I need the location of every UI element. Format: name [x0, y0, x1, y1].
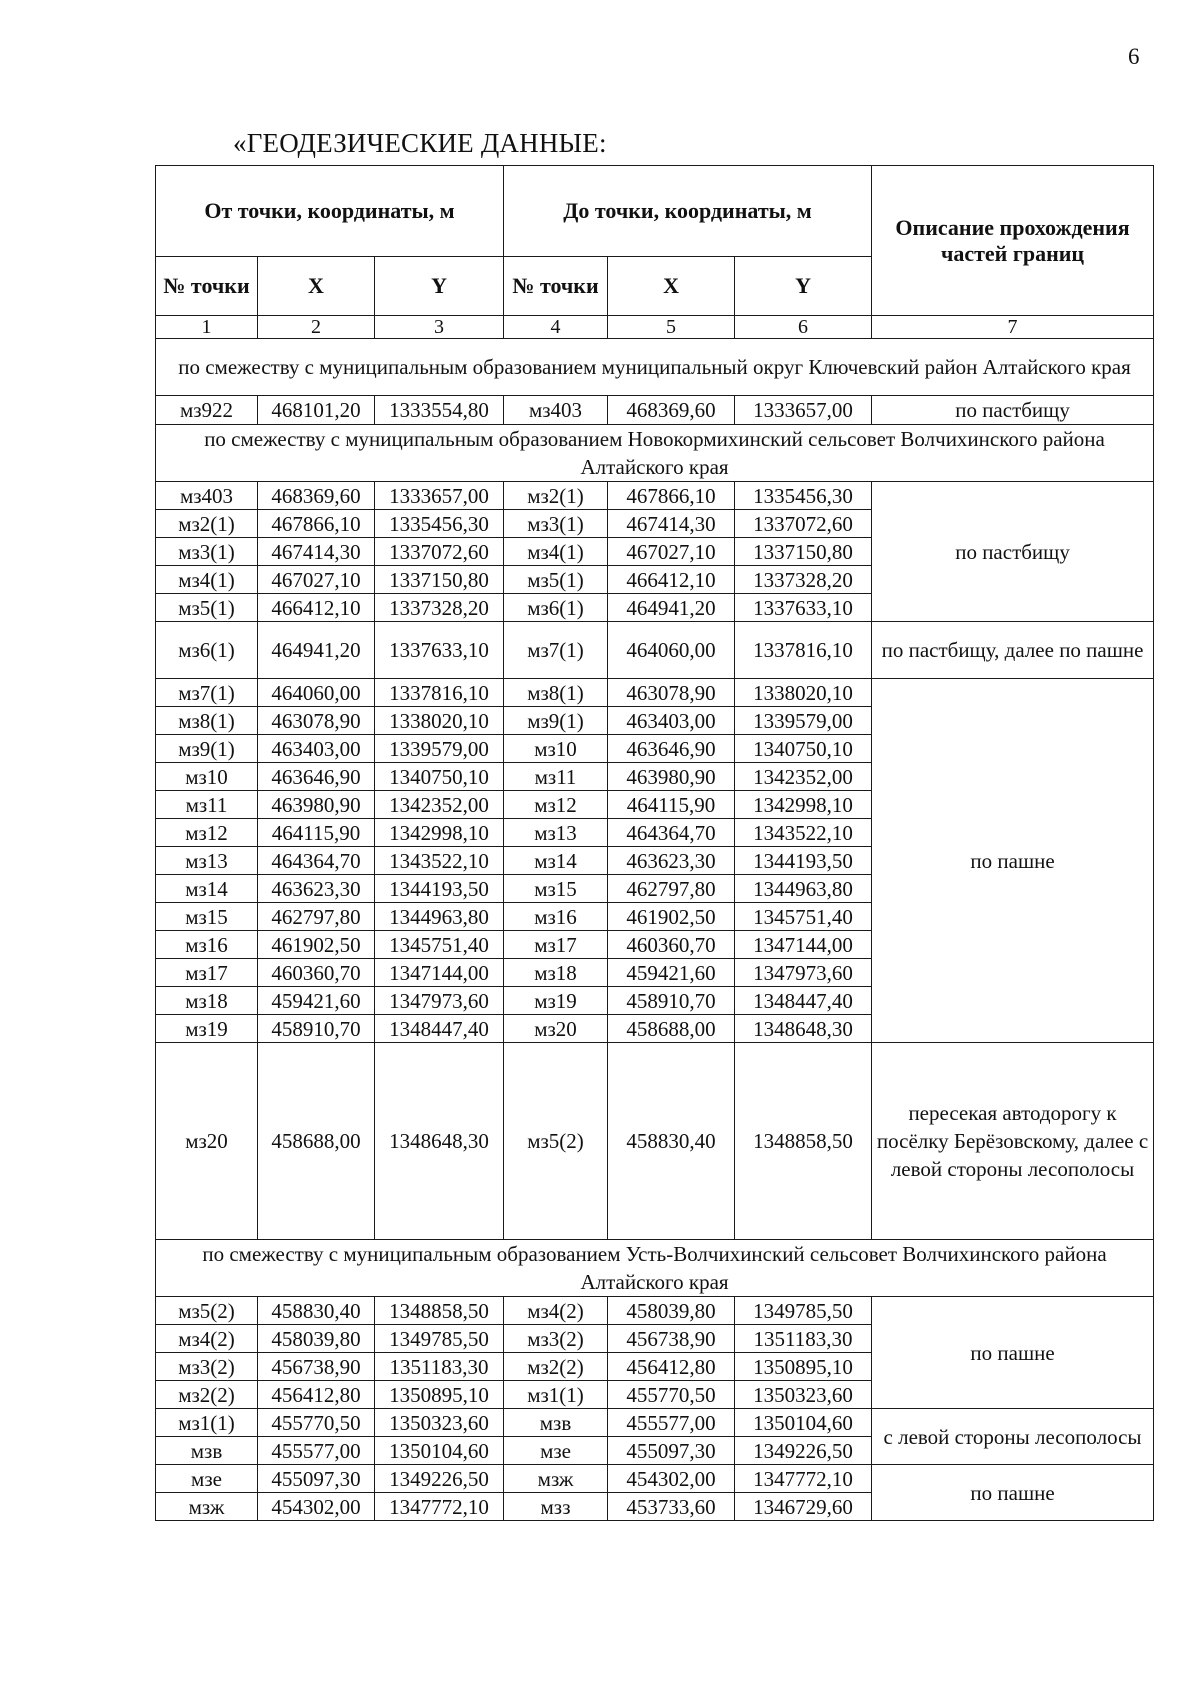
cell-from-x: 464115,90	[258, 819, 375, 847]
table-row	[156, 482, 1154, 510]
cell-from-y: 1337816,10	[375, 679, 504, 707]
column-numbers-row	[156, 316, 1154, 339]
cell-to-x: 464115,90	[608, 791, 735, 819]
header-to-y: Y	[735, 257, 872, 316]
cell-to-point: мз8(1)	[504, 679, 608, 707]
table-row	[156, 1043, 1154, 1240]
cell-from-y: 1348648,30	[375, 1043, 504, 1240]
header-to-point-no: № точки	[504, 257, 608, 316]
cell-to-point: мз17	[504, 931, 608, 959]
cell-from-point: мз9(1)	[156, 735, 258, 763]
cell-to-x: 463646,90	[608, 735, 735, 763]
cell-to-point: мз19	[504, 987, 608, 1015]
cell-description: по пастбищу	[872, 396, 1154, 425]
cell-from-y: 1337328,20	[375, 594, 504, 622]
cell-to-y: 1337072,60	[735, 510, 872, 538]
cell-from-y: 1349226,50	[375, 1465, 504, 1493]
header-description: Описание прохождения частей границ	[872, 166, 1154, 316]
cell-from-point: мз2(2)	[156, 1381, 258, 1409]
header-to-point: До точки, координаты, м	[504, 166, 872, 257]
cell-from-x: 463078,90	[258, 707, 375, 735]
page-number: 6	[1128, 44, 1140, 69]
cell-to-y: 1348648,30	[735, 1015, 872, 1043]
cell-from-point: мз403	[156, 482, 258, 510]
cell-to-point: мз16	[504, 903, 608, 931]
cell-to-y: 1339579,00	[735, 707, 872, 735]
cell-from-x: 467027,10	[258, 566, 375, 594]
cell-to-y: 1346729,60	[735, 1493, 872, 1521]
cell-from-x: 464364,70	[258, 847, 375, 875]
cell-from-y: 1350104,60	[375, 1437, 504, 1465]
cell-to-point: мз1(1)	[504, 1381, 608, 1409]
cell-from-x: 467414,30	[258, 538, 375, 566]
section-header-row	[156, 425, 1154, 482]
cell-to-y: 1347772,10	[735, 1465, 872, 1493]
cell-to-y: 1350104,60	[735, 1409, 872, 1437]
column-number: 2	[258, 316, 375, 339]
cell-from-point: мз3(1)	[156, 538, 258, 566]
cell-from-x: 458039,80	[258, 1325, 375, 1353]
cell-from-x: 468369,60	[258, 482, 375, 510]
cell-from-point: мз4(1)	[156, 566, 258, 594]
cell-to-y: 1343522,10	[735, 819, 872, 847]
cell-to-y: 1349226,50	[735, 1437, 872, 1465]
cell-from-y: 1350323,60	[375, 1409, 504, 1437]
cell-from-x: 456738,90	[258, 1353, 375, 1381]
cell-to-x: 459421,60	[608, 959, 735, 987]
column-number: 6	[735, 316, 872, 339]
cell-to-x: 458688,00	[608, 1015, 735, 1043]
cell-from-y: 1339579,00	[375, 735, 504, 763]
cell-to-y: 1340750,10	[735, 735, 872, 763]
cell-to-x: 464364,70	[608, 819, 735, 847]
table-row	[156, 1465, 1154, 1493]
cell-to-point: мзе	[504, 1437, 608, 1465]
section-header-row	[156, 339, 1154, 396]
cell-from-y: 1349785,50	[375, 1325, 504, 1353]
cell-from-y: 1337072,60	[375, 538, 504, 566]
section-title: по смежеству с муниципальным образованием муниципальный округ Ключевский район Алтайского края	[156, 339, 1154, 396]
cell-from-y: 1348447,40	[375, 1015, 504, 1043]
cell-description: по пашне	[872, 1297, 1154, 1409]
cell-to-x: 453733,60	[608, 1493, 735, 1521]
geodetic-data-table	[155, 165, 1154, 1521]
cell-to-y: 1342352,00	[735, 763, 872, 791]
cell-description: пересекая автодорогу к посёлку Берёзовскому, далее с левой стороны лесополосы	[872, 1043, 1154, 1240]
cell-from-x: 464060,00	[258, 679, 375, 707]
table-row	[156, 679, 1154, 707]
cell-description: по пастбищу	[872, 482, 1154, 622]
cell-to-y: 1345751,40	[735, 903, 872, 931]
cell-from-point: мз1(1)	[156, 1409, 258, 1437]
cell-from-x: 460360,70	[258, 959, 375, 987]
cell-to-y: 1333657,00	[735, 396, 872, 425]
table-row	[156, 1297, 1154, 1325]
cell-from-point: мз4(2)	[156, 1325, 258, 1353]
cell-from-point: мз5(2)	[156, 1297, 258, 1325]
cell-from-x: 464941,20	[258, 622, 375, 679]
cell-to-x: 463403,00	[608, 707, 735, 735]
cell-from-x: 459421,60	[258, 987, 375, 1015]
column-number: 7	[872, 316, 1154, 339]
cell-from-y: 1344963,80	[375, 903, 504, 931]
cell-from-y: 1333554,80	[375, 396, 504, 425]
cell-from-x: 467866,10	[258, 510, 375, 538]
cell-from-x: 458830,40	[258, 1297, 375, 1325]
cell-from-point: мз5(1)	[156, 594, 258, 622]
cell-from-point: мз3(2)	[156, 1353, 258, 1381]
cell-to-x: 464060,00	[608, 622, 735, 679]
cell-to-x: 467866,10	[608, 482, 735, 510]
cell-to-y: 1342998,10	[735, 791, 872, 819]
cell-from-y: 1351183,30	[375, 1353, 504, 1381]
cell-from-point: мз922	[156, 396, 258, 425]
header-to-x: X	[608, 257, 735, 316]
cell-from-x: 455097,30	[258, 1465, 375, 1493]
cell-to-y: 1347973,60	[735, 959, 872, 987]
cell-description: по пастбищу, далее по пашне	[872, 622, 1154, 679]
cell-from-x: 454302,00	[258, 1493, 375, 1521]
cell-to-point: мз14	[504, 847, 608, 875]
cell-from-point: мз18	[156, 987, 258, 1015]
cell-from-y: 1344193,50	[375, 875, 504, 903]
cell-from-point: мзе	[156, 1465, 258, 1493]
cell-to-y: 1337150,80	[735, 538, 872, 566]
column-number: 3	[375, 316, 504, 339]
cell-to-point: мз7(1)	[504, 622, 608, 679]
cell-from-point: мз19	[156, 1015, 258, 1043]
cell-to-y: 1337328,20	[735, 566, 872, 594]
header-from-y: Y	[375, 257, 504, 316]
cell-from-point: мз10	[156, 763, 258, 791]
section-header-row	[156, 1240, 1154, 1297]
cell-to-x: 461902,50	[608, 903, 735, 931]
cell-to-y: 1348858,50	[735, 1043, 872, 1240]
cell-description: по пашне	[872, 679, 1154, 1043]
cell-to-x: 463980,90	[608, 763, 735, 791]
cell-to-point: мз403	[504, 396, 608, 425]
cell-from-x: 455770,50	[258, 1409, 375, 1437]
cell-to-x: 463078,90	[608, 679, 735, 707]
cell-description: с левой стороны лесополосы	[872, 1409, 1154, 1465]
cell-from-x: 466412,10	[258, 594, 375, 622]
cell-to-point: мз5(2)	[504, 1043, 608, 1240]
header-from-point: От точки, координаты, м	[156, 166, 504, 257]
cell-to-x: 456738,90	[608, 1325, 735, 1353]
column-number: 4	[504, 316, 608, 339]
cell-from-x: 458910,70	[258, 1015, 375, 1043]
cell-to-point: мз2(1)	[504, 482, 608, 510]
cell-from-y: 1345751,40	[375, 931, 504, 959]
cell-from-y: 1337633,10	[375, 622, 504, 679]
cell-to-x: 455097,30	[608, 1437, 735, 1465]
cell-to-y: 1344193,50	[735, 847, 872, 875]
cell-to-x: 460360,70	[608, 931, 735, 959]
cell-from-y: 1347973,60	[375, 987, 504, 1015]
cell-to-x: 458039,80	[608, 1297, 735, 1325]
cell-from-point: мз16	[156, 931, 258, 959]
cell-from-y: 1340750,10	[375, 763, 504, 791]
table-body	[156, 339, 1154, 1521]
cell-to-x: 458830,40	[608, 1043, 735, 1240]
cell-from-y: 1347144,00	[375, 959, 504, 987]
cell-from-y: 1350895,10	[375, 1381, 504, 1409]
table-row	[156, 396, 1154, 425]
cell-from-y: 1333657,00	[375, 482, 504, 510]
cell-from-x: 455577,00	[258, 1437, 375, 1465]
table-row	[156, 1409, 1154, 1437]
cell-to-point: мзз	[504, 1493, 608, 1521]
cell-to-point: мз15	[504, 875, 608, 903]
cell-to-point: мз4(2)	[504, 1297, 608, 1325]
cell-to-y: 1347144,00	[735, 931, 872, 959]
cell-to-y: 1337816,10	[735, 622, 872, 679]
cell-to-x: 458910,70	[608, 987, 735, 1015]
cell-from-y: 1343522,10	[375, 847, 504, 875]
cell-to-x: 466412,10	[608, 566, 735, 594]
cell-to-point: мз3(1)	[504, 510, 608, 538]
cell-from-x: 463646,90	[258, 763, 375, 791]
cell-from-point: мз7(1)	[156, 679, 258, 707]
cell-from-point: мз2(1)	[156, 510, 258, 538]
cell-to-x: 455770,50	[608, 1381, 735, 1409]
cell-to-x: 467027,10	[608, 538, 735, 566]
section-title: по смежеству с муниципальным образованием Новокормихинский сельсовет Волчихинского района Алтайского края	[156, 425, 1154, 482]
cell-to-point: мз9(1)	[504, 707, 608, 735]
cell-from-point: мз12	[156, 819, 258, 847]
column-number: 1	[156, 316, 258, 339]
cell-to-point: мз13	[504, 819, 608, 847]
cell-to-point: мз5(1)	[504, 566, 608, 594]
cell-from-point: мз6(1)	[156, 622, 258, 679]
cell-to-y: 1349785,50	[735, 1297, 872, 1325]
cell-to-y: 1338020,10	[735, 679, 872, 707]
cell-to-x: 456412,80	[608, 1353, 735, 1381]
cell-from-point: мз15	[156, 903, 258, 931]
cell-to-x: 468369,60	[608, 396, 735, 425]
cell-to-y: 1337633,10	[735, 594, 872, 622]
cell-to-x: 462797,80	[608, 875, 735, 903]
cell-from-x: 461902,50	[258, 931, 375, 959]
cell-from-y: 1335456,30	[375, 510, 504, 538]
cell-description: по пашне	[872, 1465, 1154, 1521]
cell-from-point: мз8(1)	[156, 707, 258, 735]
cell-from-x: 463980,90	[258, 791, 375, 819]
cell-from-y: 1342352,00	[375, 791, 504, 819]
cell-to-x: 455577,00	[608, 1409, 735, 1437]
cell-from-x: 463403,00	[258, 735, 375, 763]
cell-from-y: 1342998,10	[375, 819, 504, 847]
cell-to-point: мз11	[504, 763, 608, 791]
cell-from-point: мзв	[156, 1437, 258, 1465]
table-row	[156, 622, 1154, 679]
cell-to-point: мз10	[504, 735, 608, 763]
cell-from-x: 468101,20	[258, 396, 375, 425]
cell-to-point: мз20	[504, 1015, 608, 1043]
cell-to-y: 1344963,80	[735, 875, 872, 903]
cell-to-y: 1350895,10	[735, 1353, 872, 1381]
column-number: 5	[608, 316, 735, 339]
cell-to-x: 464941,20	[608, 594, 735, 622]
cell-from-point: мз14	[156, 875, 258, 903]
header-from-point-no: № точки	[156, 257, 258, 316]
document-title: «ГЕОДЕЗИЧЕСКИЕ ДАННЫЕ:	[233, 128, 607, 158]
cell-from-point: мз20	[156, 1043, 258, 1240]
cell-to-point: мзв	[504, 1409, 608, 1437]
cell-from-y: 1337150,80	[375, 566, 504, 594]
cell-to-point: мз4(1)	[504, 538, 608, 566]
cell-from-x: 456412,80	[258, 1381, 375, 1409]
cell-to-point: мз12	[504, 791, 608, 819]
cell-to-point: мзж	[504, 1465, 608, 1493]
cell-from-point: мз13	[156, 847, 258, 875]
cell-to-y: 1350323,60	[735, 1381, 872, 1409]
cell-to-point: мз6(1)	[504, 594, 608, 622]
cell-to-x: 467414,30	[608, 510, 735, 538]
cell-from-y: 1338020,10	[375, 707, 504, 735]
header-from-x: X	[258, 257, 375, 316]
cell-from-x: 458688,00	[258, 1043, 375, 1240]
cell-to-point: мз18	[504, 959, 608, 987]
cell-from-point: мз11	[156, 791, 258, 819]
cell-to-y: 1351183,30	[735, 1325, 872, 1353]
cell-to-y: 1348447,40	[735, 987, 872, 1015]
cell-from-y: 1348858,50	[375, 1297, 504, 1325]
cell-from-y: 1347772,10	[375, 1493, 504, 1521]
section-title: по смежеству с муниципальным образованием Усть-Волчихинский сельсовет Волчихинского района Алтайского края	[156, 1240, 1154, 1297]
cell-from-point: мзж	[156, 1493, 258, 1521]
cell-to-point: мз3(2)	[504, 1325, 608, 1353]
cell-to-point: мз2(2)	[504, 1353, 608, 1381]
cell-from-x: 463623,30	[258, 875, 375, 903]
cell-from-x: 462797,80	[258, 903, 375, 931]
cell-from-point: мз17	[156, 959, 258, 987]
cell-to-x: 463623,30	[608, 847, 735, 875]
cell-to-x: 454302,00	[608, 1465, 735, 1493]
cell-to-y: 1335456,30	[735, 482, 872, 510]
